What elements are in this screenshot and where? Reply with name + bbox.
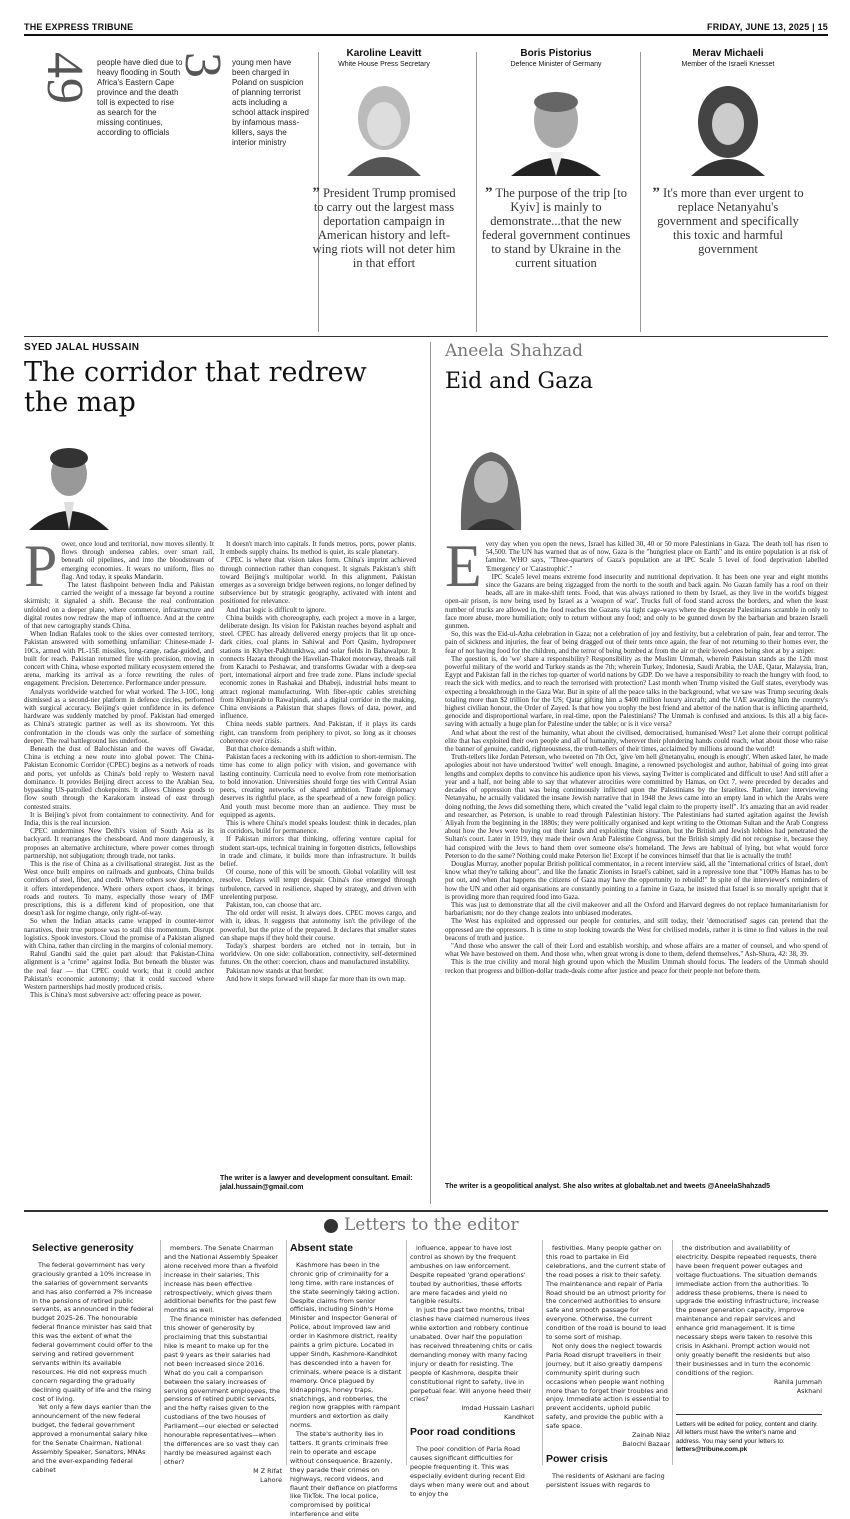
paragraph: CPEC undermines New Delhi's vision of South Asia as its backyard. It rearranges the chessboard. And more dangerously, it proposes an alternative architecture, where power comes through partnership, not subjugation; through trade, not tanks. [24,827,214,860]
quote-role: Defence Minister of Germany [510,61,602,68]
paragraph: It doesn't march into capitals. It funds metros, ports, power plants. It embeds supply chains. Its method is quiet, its scale planetary. [220,540,416,557]
stat-block [24,52,183,172]
article-headline: Eid and Gaza [445,369,593,394]
paragraph: The poor condition of Parla Road causes significant difficulties for people frequenting it. This was especially evident during recent Eid days when many were out and about to enjoy the [410,1445,530,1498]
paragraph: If Pakistan mirrors that thinking, offering venture capital for student start-ups, technical training in forgotten districts, fellowships in trade and climate, it builds more than infrastructure. It builds belief. [220,835,416,868]
masthead [24,20,828,36]
stat-number: 3 [174,52,231,78]
letter-column [290,1242,402,1519]
letter-column [32,1242,156,1474]
paragraph: Yet only a few days earlier than the announcement of the new federal budget, the federal government approved a monumental salary hike for the Senate Chairman, National Assembly Speaker, Senators, MNAs and the ever-expanding federal cabinet [32,1403,152,1474]
quote-name: Merav Michaeli [692,48,764,59]
paragraph: Kashmore has been in the chronic grip of criminality for a long time, with rare instances of the state seemingly taking action. Despite claims from senior officials, including Sindh's Home Minister and Inspector General of Police, about improved law and order in Kashmore district, reality paints a grim picture. Located in upper Sindh, Kashmore-Kandhkot has descended into a haven for criminals, where peace is a distant memory. Once plagued by kidnappings, honey traps, snatchings, and robberies, the region now grapples with rampant murders and extortion as daily norms. [290,1260,402,1430]
letter-signature: Rahila Jummah [773,1377,822,1386]
tribune-logo-icon [324,1219,338,1233]
paragraph: The West has exploited and oppressed our people for centuries, and still today, their 'democratised' sages can pretend that the oppressed are the oppressors. It is time to stop looking towards the West for civilised models, rather it is time to find values in the real beacons of truth and justice. [445,917,828,942]
paragraph: This is China's most subversive act: offering peace as power. [30,991,202,1000]
paragraph: Truth-tellers like Jordan Peterson, who tweeted on 7th Oct, 'give 'em hell @netanyahu, enough is enough'. When asked later, he made apologies about not have understood 'twitter' well enough. Imagine, a renowned psychologist and author, habitual of going into great lengths and complex depths to convince his audience upon his views, saying Twitter is complicated and difficult to use! And still after a year and a half, not being able to say that whatever atrocities were committed by Hamas, on Oct 7, were preceded by decades and decades of oppression that was being continuously inflicted upon the Palestinians by the Israelites. Rather, later interviewing Netanyahu, he actually validated the insane Jewish narrative that in 1948 the Jews came into an empty land in which the Arabs were doing nothing, the Jews did something there, which created the "valid legal claim to the property itself". It's amazing that an avid reader and researcher, as Peterson, is unable to read through Palestinian history. The Palestinians had started agitation against the Jewish Aliyah from the beginning in the 1880s; they were politically organised and kept writing to the Ottoman Sultan and the Arab Congress about how the Jews were buying out their lands and exploiting their situation, but the British and Jewish lobbies had penetrated the Sultan's court. Later in 1919, they made their own Arab Palestine Congress, but the British simply did not recognise it, because they had conspired with the Jews to hand them over someone else's homeland. The Jews are habitual of lying, but what would force Peterson to do the same? Nothing could make Peterson lie! Except if he convinces himself that that lie is actually the truth! [445,753,828,860]
paragraph: It is Beijing's pivot from containment to connectivity. And for India, this is the real incursion. [24,810,214,827]
divider [160,1240,161,1465]
paragraph: The question is, do 'we' share a responsibility? Responsibility as the Muslim Ummah, wherein Pakistan stands as the 12th most powerful military of the world and Turkey stands as the 7th; wherein Turkey, Indonesia, Saudi Arabia, the UAE, Qatar, Malaysia, Iran, Egypt and Pakistan fall in the riches top quarter of world nations by GDP. Do we have a responsibility to reach the hungry with food, to reach the sick with medics, and to reach the terrorised with protection? Last month when Trump visited the Gulf states, everybody was expecting a breakthrough in the Gaza War. But in spite of all the peace talks in the background, what we saw was Trump securing deals totaling more than $2 trillion for the US; Qatar gifting him a $400 million luxury aircraft; and the UAE awarding him the country's highest civilian honour, the Order of Zayed. Is that how you trophy the best friend and abettor of the nation that is inflicting apartheid, genocide and disproportional warfare, in real-time, upon the Palestinians? The Ummah is confused and anxious. Is this all a big face-saving with actually a huge plan for Palestine under the table; or is it vice versa? [445,654,828,729]
paragraph: the distribution and availability of electricity. Despite repeated requests, there have been frequent power outages and voltage fluctuations. The situation demands immediate action from the authorities. To address these problems, there is need to upgrade the existing infrastructure, increase the power generation capacity, improve maintenance and repair services and enhance grid management. It is time necessary steps were taken to resolve this crisis in Askhani. Prompt action would not only greatly benefit the residents but also their businesses and in turn the economic conditions of the region. [676,1244,819,1377]
paragraph: The federal government has very graciously granted a 10% increase in the salaries of government servants and has also conferred a 7% increase in the pensions of retired public servants, as announced in the federal budget 2025-26. The honourable federal finance minister has said that this was the extent of what the federal government could offer to the serving and retired government servants within its available resources. He did not express much concern regarding the gradually declining quality of life and the rising cost of living. [32,1260,154,1403]
paragraph: The finance minister has defended this shower of generosity by proclaiming that this substantial hike is meant to make up for the past 9 years as their salaries had not been increased since 2016. What do you call a comparison between the salary increases of serving government employees, the pensions of retired public servants, and the hefty raises given to the custodians of the two houses of Parliament—our elected or selected honourable representatives—when the differences are so vast they can hardly be measured against each other? [164,1315,282,1466]
drop-cap: E [445,533,482,599]
article-byline: SYED JALAL HUSSAIN [24,342,140,353]
paragraph: But that choice demands a shift within. [226,745,337,754]
date-page: FRIDAY, JUNE 13, 2025 | 15 [707,22,828,32]
quote-card [647,48,809,334]
paragraph: This was just to demonstrate that all the civil makeover and all the Oxford and Harvard degrees do not replace humanitarianism for barbarianism; nor do they change zealots into unbiased moderates. [445,900,828,918]
article-column [220,540,416,1160]
divider [286,1240,287,1465]
letter-heading: Poor road conditions [410,1426,516,1439]
portrait-photo [673,76,783,176]
letter-signature: Kandhkot [503,1413,534,1422]
paragraph: CPEC is where that vision takes form. China's imprint achieved through connection rather than conquest. It signals Pakistan's shift toward Beijing's multipolar world. In this alignment, Pakistan emerges as a sovereign bridge between regions, no longer defined by subservience but by strategic geography, activated with intent and positioned for relevance. [220,556,416,606]
quote-card [303,48,465,334]
letter-heading: Selective generosity [32,1242,134,1254]
paragraph: And that logic is difficult to ignore. [226,605,326,614]
paragraph: The old order will resist. It always does. CPEC moves cargo, and with it, ideas. It suggests that autonomy isn't the privilege of the powerful, but the prize of the prepared. It declares that smaller states can shape maps if they hold their course. [220,909,416,942]
paragraph: Of course, none of this will be smooth. Global volatility will test resolve. Delays will tempt despair. China's rise emerged through turbulence, carved in resilience, shaped by strategy, and driven with unrelenting purpose. [220,868,416,901]
paragraph: So, this was the Eid-ul-Azha celebration in Gaza; not a celebration of joy and festivity, but a celebration of pain, fear and terror. The pain of sickness and injuries, the fear of being dragged out of their tents once again, the fear of not returning to their homes ever, the fear of not having food for the children, and the terror of being bombed at from the air or their loved-ones being shot at by a sniper. [445,630,828,655]
drop-cap: P [24,533,58,599]
letter-signature: Lahore [260,1475,282,1484]
letter-column [410,1244,534,1498]
section-rule [24,336,828,337]
paragraph: The state's authority lies in tatters. It grants criminals free rein to operate and escape without consequence. Brazenly, they parade their crimes on highways, record videos, and flaunt their defiance on platforms like TikTok. The local police, compromised by political interference and elite [290,1430,398,1519]
paragraph: This is the rise of China as a civilisational strategist. Just as the West once built empires on railroads and gunboats, China builds corridors of steel, fiber, and credit. Where others sow dependence, it offers interdependence. Where others export chaos, it brings roads and routers. To many, especially those weary of IMF prescriptions, this is a different kind of proposition, one that doesn't ask for regime change, only right-of-way. [24,859,214,918]
quote-text: ” The purpose of the trip [to Kyiv] is mainly to demonstrate...that the new federal government continues to stand by Ukraine in the current situation [481,185,631,270]
paragraph: Beneath the dust of Balochistan and the waves off Gwadar, China is etching a new route into global power. The China-Pakistan Economic Corridor (CPEC) begins as a network of roads and ports, yet unfolds as China's bold reply to Western naval dominance. It provides Beijing direct access to the Arabian Sea, bypassing US-patrolled chokepoints. It allows Chinese goods to flow south through the Karakoram instead of east through contested straits. [24,745,214,811]
paragraph: This is where China's model speaks loudest: think in decades, plan in corridors, build for permanence. [220,818,416,836]
quote-text: ” President Trump promised to carry out the largest mass deportation campaign in American history and left-wing riots will not deter him in that effort [312,185,456,270]
author-photo [24,438,114,530]
letter-signature: Zainab Niaz [632,1431,670,1440]
paragraph: Pakistan faces a reckoning with its addiction to short-termism. The time has come to align policy with vision, and governance with lasting continuity. Curricula need to evolve from rote memorisation to bold innovation. Universities should forge ties with Central Asian peers, creating networks of shared ambition. Trade diplomacy deserves its rightful place, as the spearhead of a new foreign policy. And youth must become more than an audience. They must be equipped as agents. [220,753,416,819]
stat-number: 49 [36,52,93,104]
paragraph: Rahul Gandhi said the quiet part aloud: that Pakistan-China alignment is a "crime" against India. But beneath the bluster was the real fear — that CPEC could work; that it could anchor Pakistan's economic autonomy; that it could succeed where Western partnerships had mostly produced crisis. [24,950,214,991]
divider [406,1240,407,1465]
paragraph: members. The Senate Chairman and the National Assembly Speaker alone received more than a fivefold increase in their salaries. This increase has been effective retrospectively, which gives them additional benefits for the past few months as well. [164,1244,279,1315]
letters-header [24,1210,828,1234]
paragraph: The residents of Askhani are facing persistent issues with regards to [546,1471,665,1489]
paragraph: Power, once loud and territorial, now moves silently. It flows through undersea cables, over smart rail, beneath oil pipelines, and into the bloodstream of emerging economies. It wears no uniform, flies no flag. And today, it speaks Mandarin. [24,533,214,599]
paragraph: So when the Indian attacks came wrapped in counter-terror narratives, their true purpose was to stall this momentum. Disrupt logistics. Spook investors. Cloud the promise of a Pakistan aligned with China, rather than circling in the margins of colonial memory. [24,917,214,950]
paragraph: influence, appear to have lost control as shown by the frequent ambushes on law enforcement. Despite repeated 'grand operations' touted by authorities, these efforts are mere facades and yield no tangible results. [410,1244,526,1306]
divider [542,1240,543,1465]
editor-email[interactable]: letters@tribune.com.pk [676,1446,748,1454]
quote-card [475,48,637,334]
stat-text: young men have been charged in Poland on suspicion of planning terrorist acts including a school attack inspired by infamous mass-killers, says the interior ministry [232,58,309,147]
paragraph: "And those who answer the call of their Lord and establish worship, and whose affairs are a matter of counsel, and who spend of what We have bestowed on them. And those who, when great wrong is done to them, defend themselves," Ash-Shura, 42: 38, 39. [445,941,828,959]
author-bio: The writer is a geopolitical analyst. She also writes at globaltab.net and tweets @AneelaShahzad5 [445,1183,771,1190]
quote-text: ” It's more than ever urgent to replace Netanyahu's government and specifically this toxic and harmful government [652,185,804,256]
letter-heading: Absent state [290,1242,354,1254]
paragraph: Analysts worldwide watched for what worked. The J-10C, long dismissed as a second-tier platform in defence circles, performed with surgical accuracy. Beijing's quiet confidence in its defence hardware was suddenly matched by proof. Pakistan had emerged as China's strategic partner as well as its showroom. Yet this confrontation in the clouds was only the surface of something deeper. The real battleground lies underfoot. [24,687,214,745]
quote-role: Member of the Israeli Knesset [681,61,775,68]
author-name: Aneela Shahzad [445,341,583,361]
paragraph: This is the true civility and moral high ground upon which the Muslim Ummah should focus. The leaders of the Ummah should reckon that progress and billion-dollar trade-deals come after justice and peace for their people not before them. [445,958,828,975]
letter-signature: Imdad Hussain Lashari [461,1404,534,1413]
letter-heading: Power crisis [546,1452,608,1465]
letter-column [676,1244,822,1410]
paragraph: Pakistan, too, can choose that arc. [226,900,322,909]
paragraph: China needs stable partners. And Pakistan, if it plays its cards right, can transform from periphery to pivot, so long as it chooses coherence over crisis. [220,720,416,745]
section-title: Letters to the editor [344,1215,519,1235]
divider [672,1240,673,1465]
paragraph: And how it steps forward will shape far more than its own map. [226,974,406,983]
paragraph: Pakistan now stands at that border. [226,966,324,975]
letter-column [546,1244,670,1489]
paragraph: festivities. Many people gather on this road to partake in Eid celebrations, and the current state of the road poses a risk to their safety. The maintenance and repair of Parla Road should be an utmost priority for the concerned authorities to ensure safe and smooth passage for everyone. Otherwise, the current condition of the road is bound to lead to some sort of mishap. [546,1244,667,1342]
article-body [445,533,828,1192]
paragraph: China builds with choreography, each project a move in a larger, deliberate design. Its vision for Pakistan reaches beyond asphalt and steel. CPEC has already delivered energy projects that lit up once-dark cities, coal plants in Sahiwal and Port Qasim, hydropower stations in Khyber-Pakhtunkhwa, and solar fields in Bahawalpur. It connects Hazara through the Havelian-Thakot motorway, threads rail from Karachi to Peshawar, and transforms Gwadar with a deep-sea port, international airport and free trade zone. Plans include special economic zones in Rashakai and Dhabeji, industrial hubs meant to attract regional manufacturing. With fiber-optic cables stretching from Khunjerab to Rawalpindi, and a digital corridor in the making, China envisions a Pakistan that shapes flows of data, power, and influence. [220,613,416,721]
paragraph: Douglas Murray, another popular British political commentator, in a recent interview said, all the "international critics of Israel, don't know what they're talking about", and like the fanatic Zionists in Israel's cabinet, said in a repressive tone that "100% Hamas has to be put out, and when that happens the citizens of Gaza may have the opportunity to rebuild!" In spite of the interviewer's reminders of how the UN and other aid organisations are constantly pointing to a famine in Gaza, he insisted that Israel is so morally upright that it is providing more than required food into Gaza. [445,859,828,901]
divider [640,52,641,332]
article-headline: The corridor that redrew the map [24,357,367,418]
portrait-photo [329,76,439,176]
stat-text: people have died due to heavy flooding in South Africa's Eastern Cape province and the death toll is expected to rise as search for the missing continues, according to officials [97,58,183,137]
paragraph: In just the past two months, tribal clashes have claimed numerous lives while extortion and robbery continue unabated. Over half the population has received threatening chits or calls demanding money with many facing injury or death for resisting. The people of Kashmore, despite their constitutional right to safety, live in perpetual fear. Will anyone heed their cries? [410,1306,533,1404]
paper-name: THE EXPRESS TRIBUNE [24,22,134,32]
author-photo [445,438,537,530]
letter-signature: Askhani [796,1386,822,1395]
stat-block [172,52,312,172]
paragraph: Every day when you open the news, Israel has killed 30, 40 or 50 more Palestinians in Gaza. The death toll has risen to 54,500. The UN has warned that as of now, Gaza is the "hungriest place on Earth" and its entire population is at risk of famine. WHO says, "Three-quarters of Gaza's population are at IPC Scale 5 level of food deprivation labelled 'Emergency' or 'Catastrophic'." [445,533,828,599]
letter-signature: Balochi Bazaar [622,1439,670,1448]
portrait-photo [501,76,611,176]
paragraph: When Indian Rafales took to the skies over contested territory, Pakistan answered with something unfamiliar: Chinese-made J-10Cs, armed with PL-15E missiles, long-range, radar-guided, and built for reach. Pakistan returned fire with precision, moving in concert with China, whose exported military ecosystem entered the arena, marking its arrival as a force rewriting the rules of engagement. Precision. Deterrence. Performance under pressure. [24,630,214,688]
article-column [24,533,214,1196]
quote-name: Boris Pistorius [520,48,592,59]
editor-note: Letters will be edited for policy, content and clarity. All letters must have the writer's name and address. You may send your letters to: letters@tribune.com.pk [676,1414,822,1455]
paragraph: IPC Scale5 level means extreme food insecurity and nutritional deprivation. It has been one year and eight months since the Gazans are being zigzagged from the north to the south and back again. No Gazan family has a roof on their heads, all are in make-shift tents. Food, that was always rationed to them by Israel, as they live in the world's biggest open-air prison, is now being used by Israel as a 'weapon of war'. Trucks full of food stand across the borders, and when the least number of trucks are allowed in, the food reaches the Gazans via tight cage-ways where the desperate Palestinians scramble in only to face more abuse, more humiliation; only to return without any food; and only to be gunned down by the barbarian and brazen Israeli gunmen. [445,572,828,631]
quote-role: White House Press Secretary [338,61,430,68]
paragraph: Today's sharpest borders are etched not in terrain, but in worldview. On one side: collaboration, connectivity, self-determined futures. On the other: coercion, chaos and manufactured instability. [220,941,416,967]
letter-signature: M Z Rifat [253,1466,282,1475]
paragraph: And what about the rest of the humanity, what about the civilised, democratised, humanised West? Let alone their corrupt political elite that has exploited their own people and all of humanity, wherever their plundering hands could reach, what about those who raise the banner of genuine, candid, righteousness, the truth-tellers of their times, acclaimed by millions around the world! [445,728,828,754]
paragraph: The latest flashpoint between India and Pakistan carried the weight of a message far beyond a routine skirmish; it signaled a shift. Because the real confrontation unfolded on a deeper plane, where commerce, infrastructure and digital routes now redraw the map of influence. And at the centre of that new cartography stands China. [24,581,214,631]
divider [430,342,431,1204]
paragraph: Not only does the neglect towards Parla Road disrupt travellers in their journey, but it also greatly dampens community spirit during such occasions when people want nothing more than to forget their troubles and enjoy. Immediate action is essential to prevent accidents, uphold public safety, and provide the public with a safe space. [546,1341,669,1431]
quote-name: Karoline Leavitt [346,48,422,59]
author-bio: The writer is a lawyer and development consultant. Email: jalal.hussain@gmail.com [220,1175,413,1191]
letter-column [164,1244,282,1484]
